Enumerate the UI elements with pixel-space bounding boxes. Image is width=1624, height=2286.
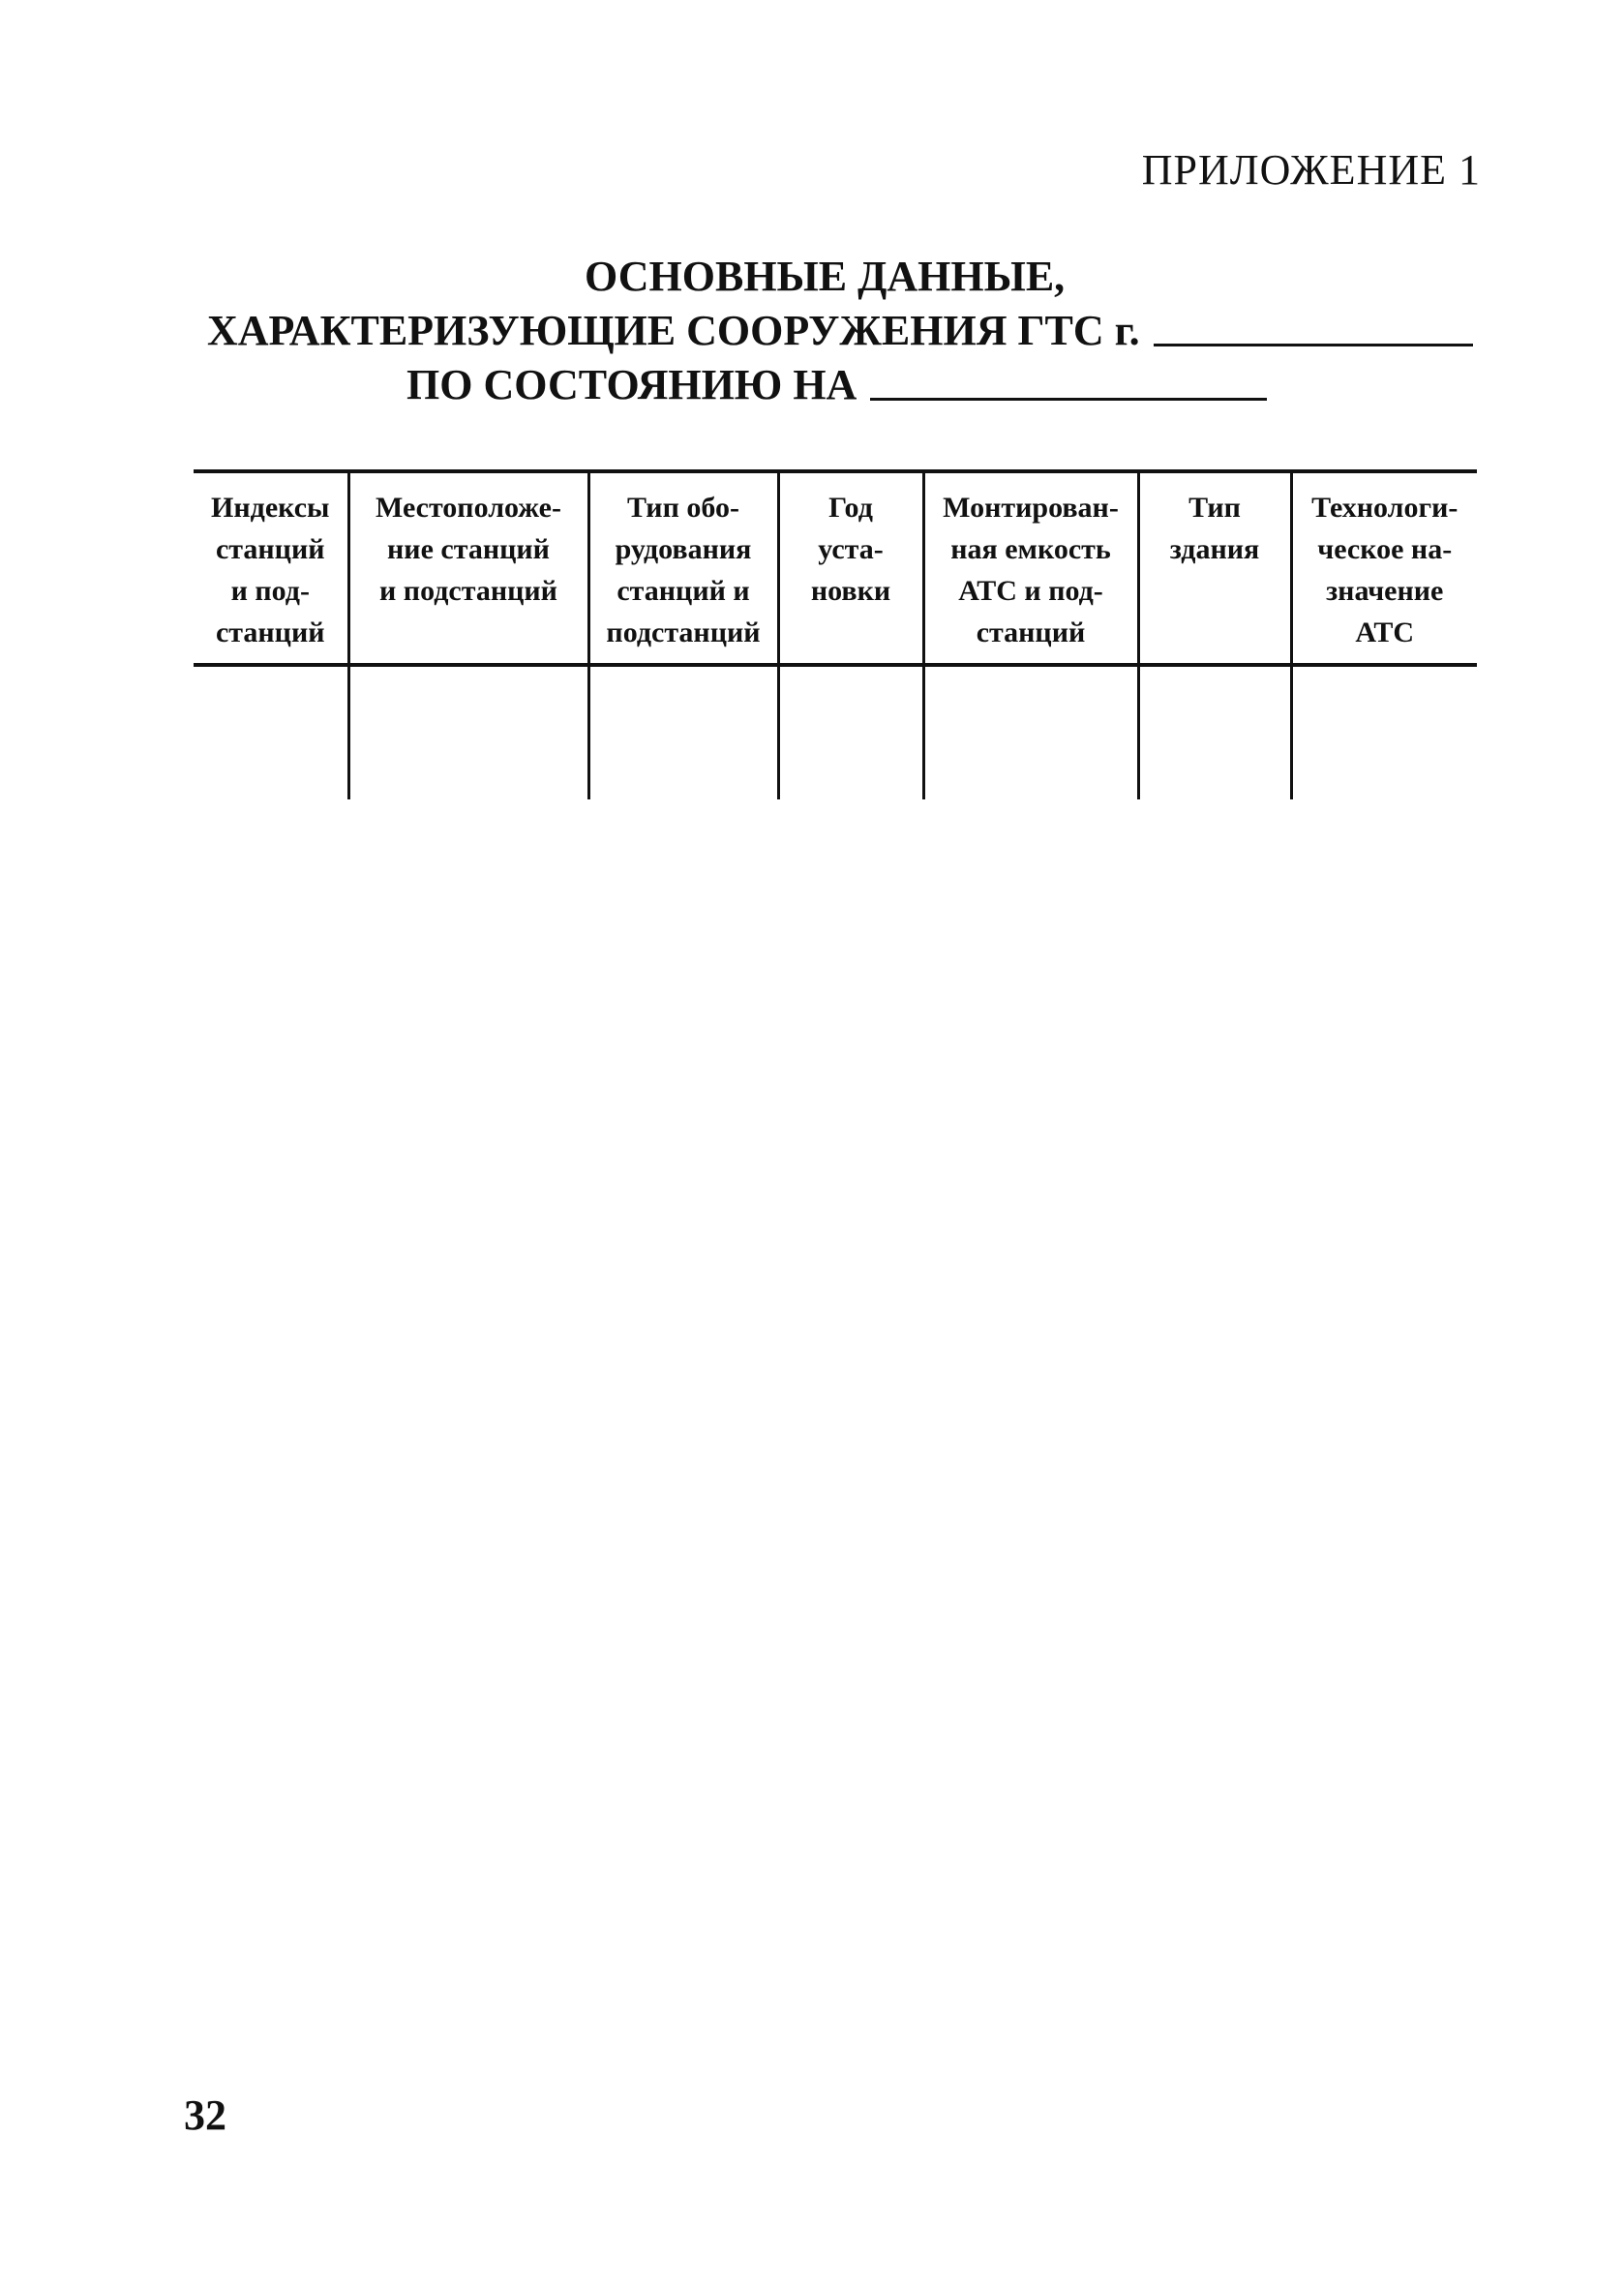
- table-row: [194, 665, 1477, 799]
- title-line-1: ОСНОВНЫЕ ДАННЫЕ,: [585, 253, 1066, 300]
- column-header-text: Индексы станций и под- станций: [211, 492, 330, 648]
- table-cell: [1291, 665, 1477, 799]
- column-header: [1291, 471, 1477, 665]
- appendix-label: ПРИЛОЖЕНИЕ 1: [1141, 146, 1481, 194]
- city-blank-line: [1154, 344, 1473, 346]
- column-header: [348, 471, 588, 665]
- column-header-text: Местоположе- ние станций и подстанций: [376, 492, 561, 607]
- table-cell: [588, 665, 778, 799]
- column-header-text: Технологи- ческое на- значение АТС: [1311, 492, 1459, 648]
- column-header: [1138, 471, 1291, 665]
- table-cell: [923, 665, 1138, 799]
- column-header-text: Год уста- новки: [810, 492, 891, 607]
- table-cell: [1138, 665, 1291, 799]
- title-line-3: [406, 358, 1267, 412]
- data-table: [194, 469, 1477, 799]
- title-line-2-text: ХАРАКТЕРИЗУЮЩИЕ СООРУЖЕНИЯ ГТС г.: [207, 307, 1140, 354]
- column-header: [194, 471, 348, 665]
- table-header-row: [194, 471, 1477, 665]
- page-number: 32: [184, 2091, 226, 2139]
- column-header-text: Тип здания: [1169, 492, 1260, 565]
- column-header: [923, 471, 1138, 665]
- date-blank-line: [870, 398, 1267, 401]
- station-data-table: [194, 469, 1477, 799]
- column-header-text: Монтирован- ная емкость АТС и под- станций: [943, 492, 1119, 648]
- table-cell: [194, 665, 348, 799]
- title-line-3-text: ПО СОСТОЯНИЮ НА: [406, 361, 857, 408]
- column-header-text: Тип обо- рудования станций и подстанций: [606, 492, 761, 648]
- table-cell: [348, 665, 588, 799]
- table-cell: [778, 665, 923, 799]
- title-line-2: [207, 304, 1473, 358]
- column-header: [588, 471, 778, 665]
- column-header: [778, 471, 923, 665]
